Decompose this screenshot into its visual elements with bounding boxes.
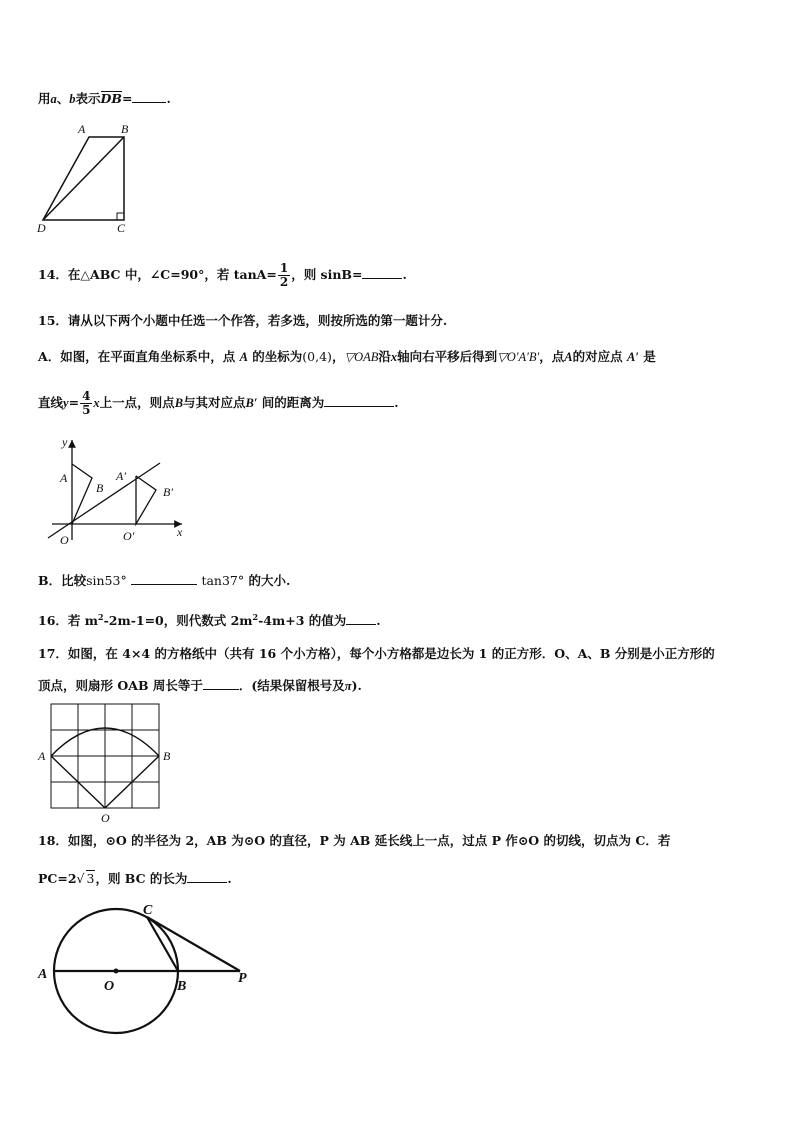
fig15-label-O1: O′ — [123, 529, 135, 543]
q18-line2: PC=2√ 3，则 BC 的长为 . — [38, 871, 232, 886]
fig13-label-B: B — [121, 122, 129, 136]
fig17-label-A: A — [38, 749, 46, 763]
fraction-one-half: $\frac{1}{2}$ — [279, 261, 289, 289]
fig13-label-A: A — [78, 122, 86, 136]
answer-blank-13[interactable] — [132, 90, 166, 103]
fig18-label-P: P — [238, 971, 247, 986]
fig18-label-B: B — [177, 979, 187, 994]
fig18-label-A: A — [38, 967, 48, 982]
q15a-line1: A．如图，在平面直角坐标系中，点 A 的坐标为(0,4)，▽OAB沿x轴向右平移后得到▽O′A′B′，点A的对应点 A′ 是 — [38, 349, 656, 364]
fig15-label-B1: B′ — [163, 485, 173, 499]
fig15-label-A: A — [60, 471, 68, 485]
answer-blank-14[interactable] — [362, 266, 402, 279]
answer-blank-15a[interactable] — [324, 394, 394, 407]
vector-a: a — [50, 92, 57, 106]
circle-o — [54, 909, 178, 1033]
answer-blank-16[interactable] — [346, 612, 376, 625]
q15-line: 15．请从以下两个小题中任选一个作答，若多选，则按所选的第一题计分. — [38, 313, 448, 328]
tangent-pc — [147, 917, 240, 971]
answer-blank-18[interactable] — [187, 870, 227, 883]
q17-line2: 顶点，则扇形 OAB 周长等于 ．(结果保留根号及π). — [38, 678, 362, 693]
q14-line: 14．在△ABC 中，∠C=90°，若 tanA= $\frac{1}{2}$ ，则 sinB= . — [38, 261, 407, 289]
fig15-label-B: B — [96, 481, 104, 495]
answer-blank-17[interactable] — [203, 677, 239, 690]
q17-line1: 17．如图，在 4×4 的方格纸中（共有 16 个小方格），每个小方格都是边长为 1 的正方形．O、A、B 分别是小正方形的 — [38, 646, 715, 661]
fig17-label-O: O — [101, 811, 110, 825]
center-dot — [114, 969, 119, 974]
q18-line1: 18．如图，⊙O 的半径为 2，AB 为⊙O 的直径，P 为 AB 延长线上一点，过点 P 作⊙O 的切线，切点为 C．若 — [38, 833, 671, 848]
line-y-4-5-x — [48, 463, 160, 538]
fig17-label-B: B — [163, 749, 171, 763]
fig15-label-O: O — [60, 533, 69, 547]
fig15-label-A1: A′ — [116, 469, 126, 483]
fig18-label-C: C — [143, 903, 153, 918]
vector-b: b — [69, 92, 76, 106]
fig18-label-O: O — [104, 979, 115, 994]
chord-bc — [147, 917, 178, 971]
fig13-label-D: D — [37, 221, 46, 235]
fig13-label-C: C — [117, 221, 126, 235]
q13-line: 用a、b表示DB= . — [38, 91, 171, 106]
q15a-line2: 直线y= $\frac{4}{5}$ x上一点，则点B与其对应点B′ 间的距离为 . — [38, 389, 399, 417]
q15b-line: B．比较sin53° tan37° 的大小. — [38, 573, 291, 588]
q16-line: 16．若 $m^2-2m-1=0$，则代数式 $2m^2-4m+3$ 的值为 . — [38, 612, 381, 629]
fig15-label-x: x — [177, 525, 183, 539]
vector-db: DB — [100, 91, 122, 106]
fraction-four-fifths: $\frac{4}{5}$ — [82, 389, 91, 417]
fig15-label-y: y — [62, 435, 68, 449]
answer-blank-15b[interactable] — [131, 572, 197, 585]
